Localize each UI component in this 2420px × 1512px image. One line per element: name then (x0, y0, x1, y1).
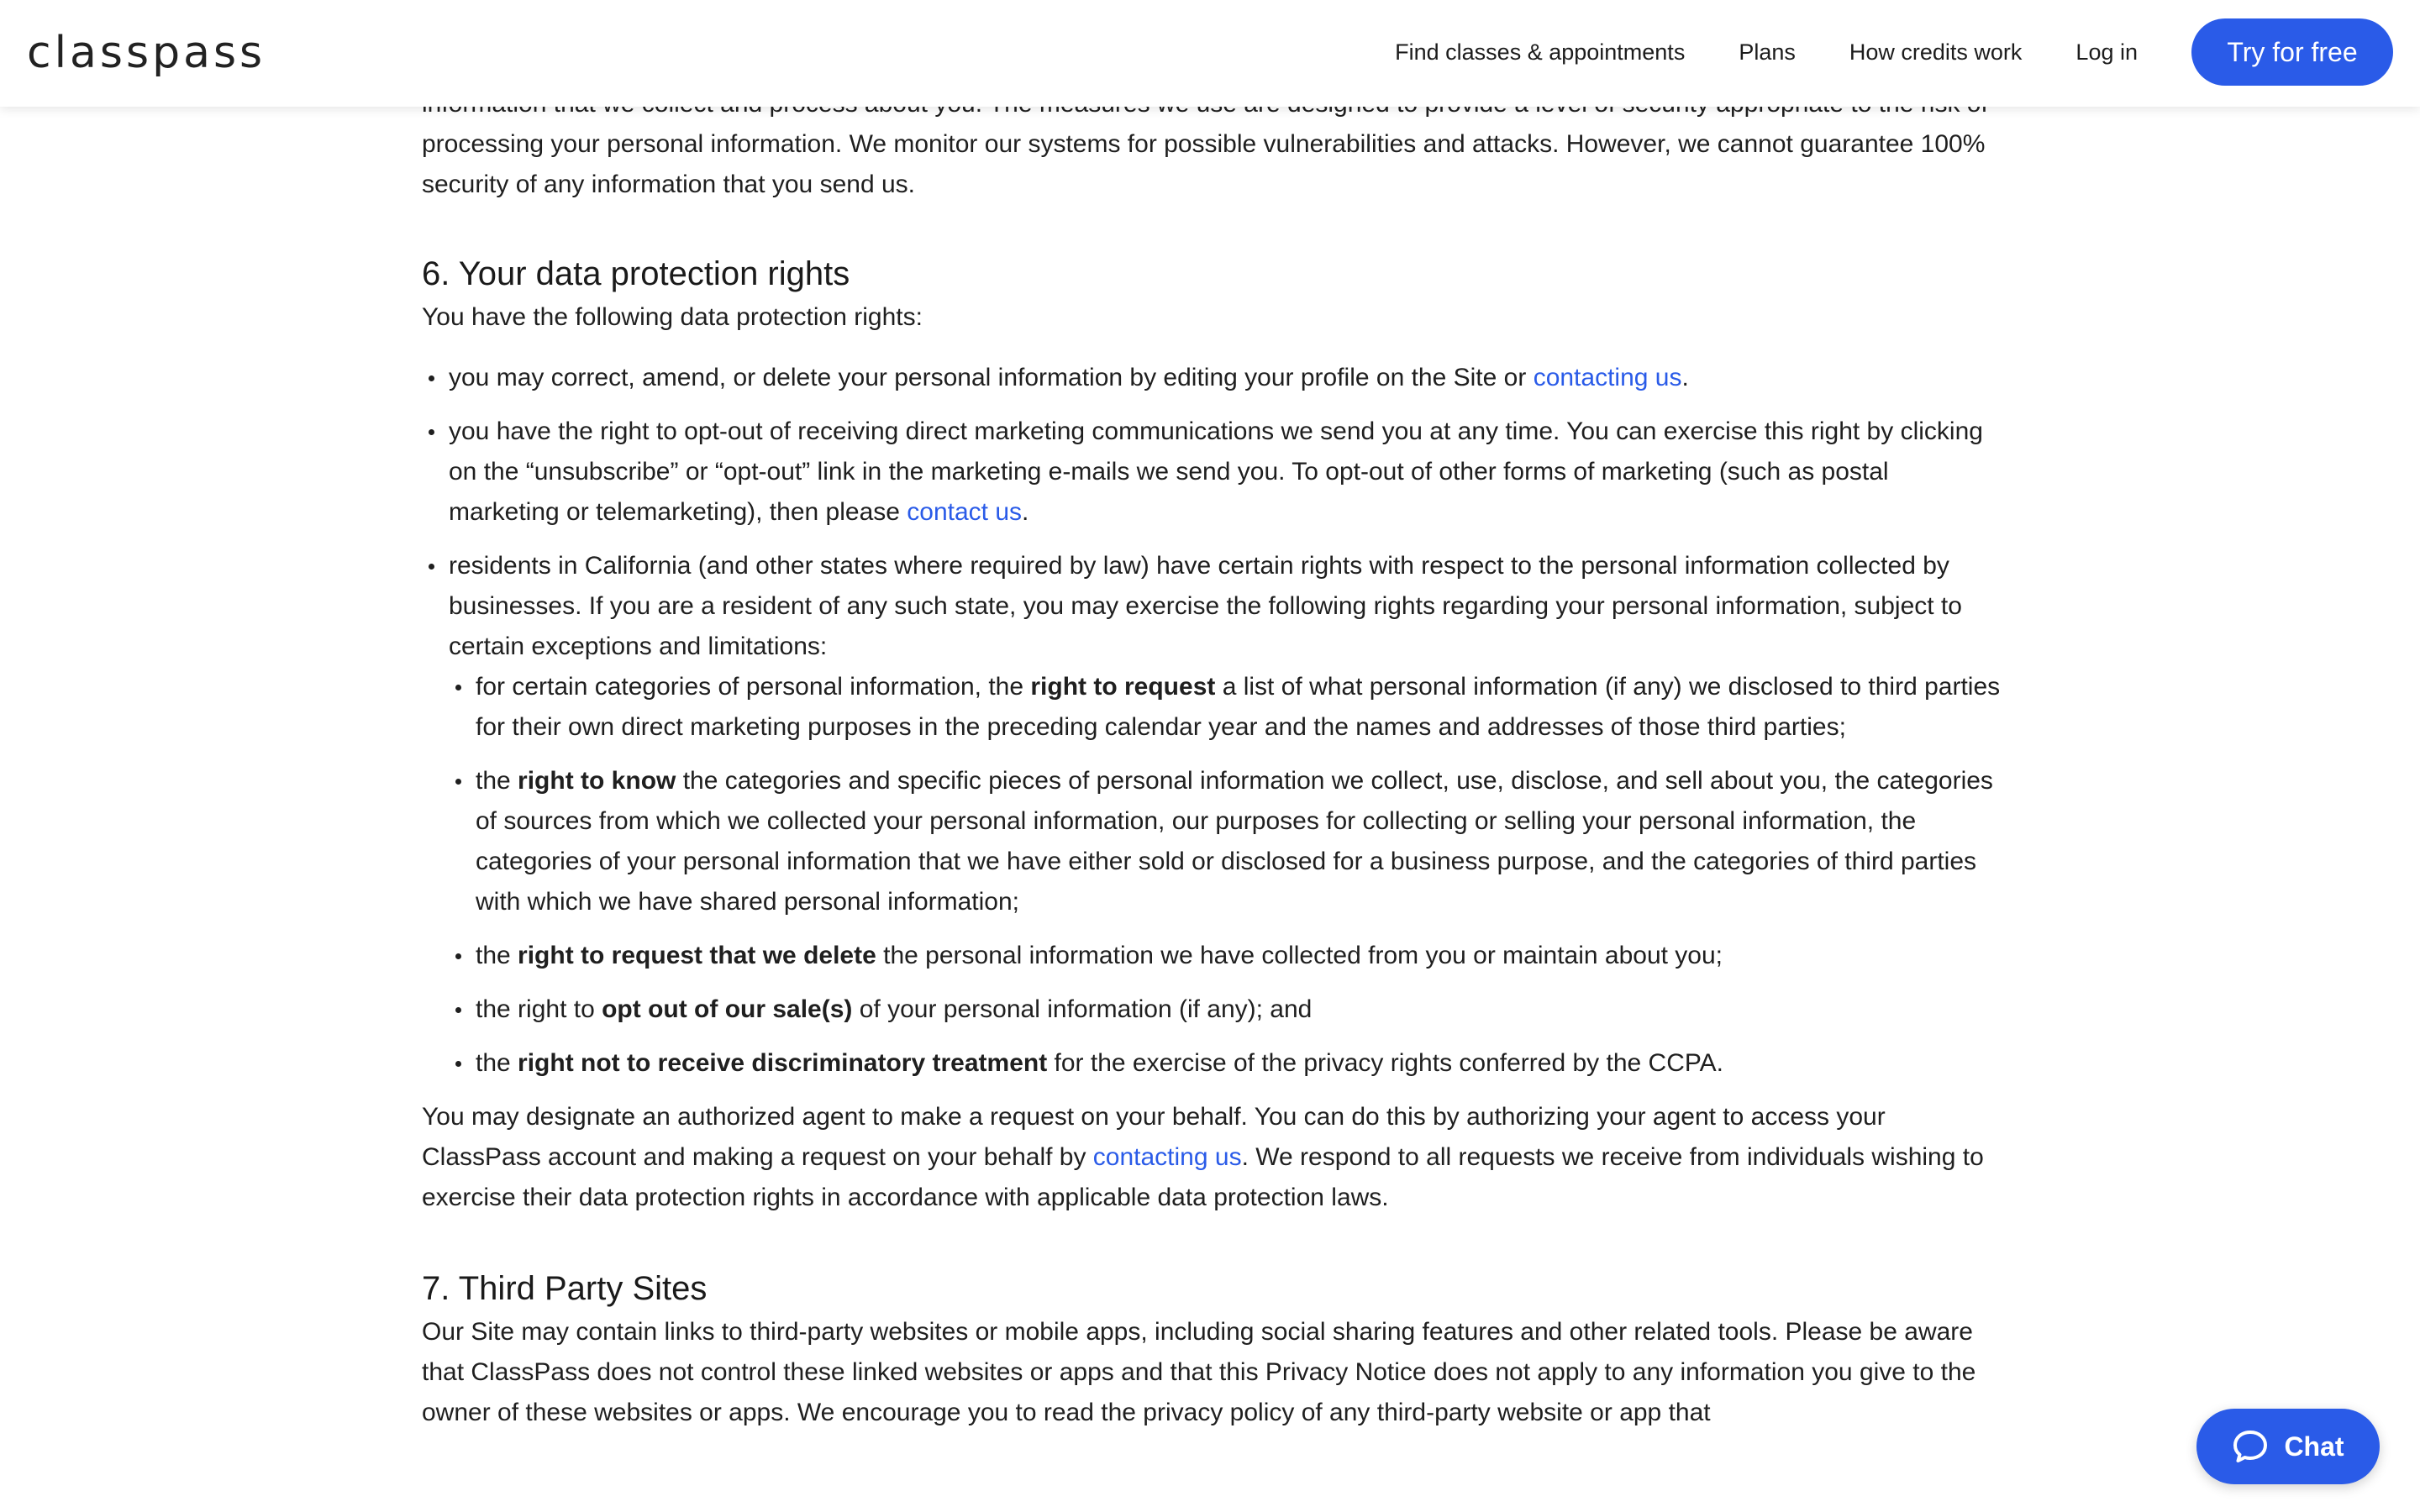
nav-plans[interactable]: Plans (1739, 39, 1796, 65)
contact-us-link[interactable]: contact us (907, 498, 1023, 526)
rights-intro: You have the following data protection rights: (422, 303, 923, 331)
california-rights-item (449, 990, 2002, 1030)
agent-text-end: . We respond to all requests we receive from individuals wishing to exercise their data protection rights in accordance with applicable data protection laws. (422, 1143, 1984, 1211)
nav-how-credits-work[interactable]: How credits work (1849, 39, 2023, 65)
rights-list-item (422, 412, 2002, 533)
section-heading-third-party-sites: 7. Third Party Sites (422, 1270, 708, 1307)
rights-item-end: . (1681, 364, 1689, 391)
try-for-free-button[interactable]: Try for free (2191, 18, 2393, 86)
third-party-paragraph: Our Site may contain links to third-party websites or mobile apps, including social sharing features and other related tools. Please be aware that ClassPass does not control these linked websites or apps and that this Privacy Notice does not apply to any information you give to the owner of these websites or apps. We encourage you to read the privacy policy of any third-party website or app that (422, 1318, 1976, 1426)
right-post-text: for the exercise of the privacy rights conferred by the CCPA. (1047, 1049, 1724, 1077)
california-rights-list (449, 667, 2002, 1084)
nav-find-classes[interactable]: Find classes & appointments (1395, 39, 1686, 65)
classpass-logo[interactable]: classpass (27, 28, 266, 78)
right-pre-text: for certain categories of personal information, the (476, 673, 1031, 701)
rights-list-item (422, 358, 2002, 398)
chat-button[interactable] (2196, 1409, 2380, 1484)
rights-item-text: you have the right to opt-out of receiving direct marketing communications we send you at any time. You can exercise this right by clicking on the “unsubscribe” or “opt-out” link in the marketing e-mails we send you. To opt-out of other forms of marketing (such as postal marketing or telemarketing), then please (449, 417, 1983, 526)
right-pre-text: the (476, 1049, 518, 1077)
right-pre-text: the (476, 942, 518, 969)
california-rights-item (449, 1043, 2002, 1084)
california-rights-item (449, 936, 2002, 976)
rights-item-text: you may correct, amend, or delete your personal information by editing your profile on the Site or (449, 364, 1534, 391)
security-paragraph-rest: processing your personal information. We monitor our systems for possible vulnerabilities and attacks. However, we cannot guarantee 100% security of any information that you send us. (422, 130, 1986, 198)
rights-list-item (422, 546, 2002, 1084)
contacting-us-link[interactable]: contacting us (1092, 1143, 1242, 1171)
california-rights-item (449, 667, 2002, 748)
chat-bubble-icon (2232, 1428, 2269, 1465)
contacting-us-link[interactable]: contacting us (1533, 364, 1682, 391)
california-rights-item (449, 761, 2002, 922)
site-header (0, 0, 2420, 107)
rights-list (422, 358, 2002, 1084)
right-pre-text: the right to (476, 995, 602, 1023)
right-non-discrimination-label: right not to receive discriminatory treatment (518, 1049, 1048, 1077)
right-pre-text: the (476, 767, 518, 795)
right-post-text: of your personal information (if any); and (852, 995, 1313, 1023)
chat-label: Chat (2284, 1431, 2344, 1462)
privacy-notice-content (422, 84, 2002, 1433)
rights-item-end: . (1022, 498, 1029, 526)
main-nav (1395, 18, 2393, 86)
right-post-text: a list of what personal information (if any) we disclosed to third parties for their own direct marketing purposes in the preceding calendar year and the names and addresses of those third parties; (476, 673, 2001, 741)
section-heading-data-protection-rights: 6. Your data protection rights (422, 255, 850, 292)
right-post-text: the personal information we have collected from you or maintain about you; (876, 942, 1723, 969)
right-to-request-label: right to request (1030, 673, 1216, 701)
authorized-agent-paragraph (422, 1097, 2002, 1218)
nav-log-in[interactable]: Log in (2075, 39, 2138, 65)
right-to-know-label: right to know (518, 767, 676, 795)
right-to-opt-out-label: opt out of our sale(s) (602, 995, 853, 1023)
right-to-delete-label: right to request that we delete (518, 942, 876, 969)
agent-text: You may designate an authorized agent to make a request on your behalf. You can do this by authorizing your agent to access your ClassPass account and making a request on your behalf by (422, 1103, 1886, 1171)
right-post-text: the categories and specific pieces of personal information we collect, use, disclose, and sell about you, the categories of sources from which we collected your personal information, our purposes for collecting or selling your personal information, the categories of your personal information that we have either sold or disclosed for a business purpose, and the categories of third parties with which we have shared personal information; (476, 767, 1993, 916)
rights-item-text: residents in California (and other states where required by law) have certain rights with respect to the personal information collected by businesses. If you are a resident of any such state, you may exercise the following rights regarding your personal information, subject to certain exceptions and limitations: (449, 552, 1962, 660)
